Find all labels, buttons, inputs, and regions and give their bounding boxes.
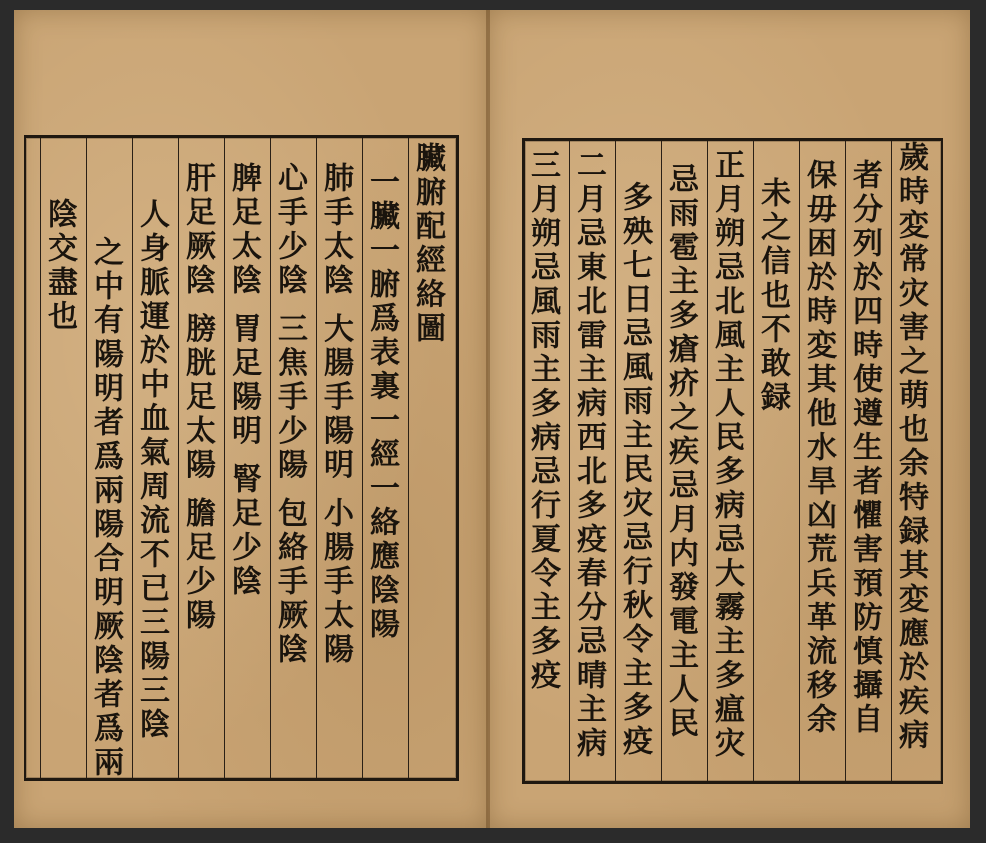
left-column-2: 一臟一腑爲表裏一經一絡應陰陽 bbox=[364, 166, 399, 642]
right-column-7: 多殃七日忌風雨主民灾忌行秋令主多疫 bbox=[617, 181, 652, 759]
right-column-4: 未之信也不敢録 bbox=[755, 177, 790, 415]
left-column-6: 肝足厥陰 膀胱足太陽 膽足少陽 bbox=[180, 162, 215, 633]
left-column-3: 肺手太陰 大腸手陽明 小腸手太陽 bbox=[318, 162, 353, 667]
right-column-8: 二月忌東北雷主病西北多疫春分忌晴主病 bbox=[571, 149, 606, 761]
book-gutter bbox=[486, 10, 490, 828]
right-text-frame bbox=[522, 138, 943, 784]
right-column-5: 正月朔忌北風主人民多病忌大霧主多瘟灾 bbox=[709, 149, 744, 761]
right-column-2: 者分列於四時使遵生者懼害預防慎攝自 bbox=[847, 159, 882, 737]
right-column-9: 三月朔忌風雨主多病忌行夏令主多疫 bbox=[525, 149, 560, 693]
right-column-3: 保毋困於時変其他水旱凶荒兵革流移余 bbox=[801, 159, 836, 737]
left-column-8: 之中有陽明者爲兩陽合明厥陰者爲兩 bbox=[88, 236, 123, 780]
right-column-6: 忌雨雹主多瘡疥之疾忌月内發電主人民 bbox=[663, 163, 698, 741]
left-column-1-title: 臟腑配經絡圖 bbox=[410, 142, 445, 346]
left-column-7: 人身脈運於中血氣周流不已三陽三陰 bbox=[134, 198, 169, 742]
left-text-frame bbox=[24, 135, 459, 781]
left-column-4: 心手少陰 三焦手少陽 包絡手厥陰 bbox=[272, 162, 307, 667]
left-column-9: 陰交盡也 bbox=[42, 198, 77, 334]
left-column-5: 脾足太陰 胃足陽明 腎足少陰 bbox=[226, 162, 261, 599]
right-column-1: 歲時変常灾害之萌也余特録其変應於疾病 bbox=[893, 141, 928, 753]
